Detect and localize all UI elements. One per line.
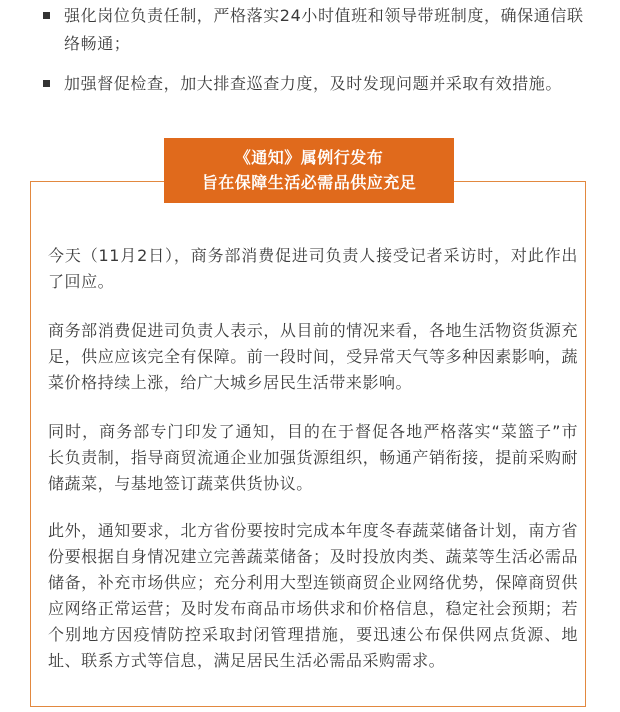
section-title-line2: 旨在保障生活必需品供应充足 <box>201 173 417 192</box>
section-title-box <box>164 138 454 203</box>
bullet-text: 强化岗位负责任制，严格落实24小时值班和领导带班制度，确保通信联络畅通； <box>64 6 584 53</box>
section-title-line1: 《通知》属例行发布 <box>234 148 384 167</box>
square-bullet-icon <box>43 80 50 87</box>
paragraph: 同时，商务部专门印发了通知，目的在于督促各地严格落实“菜篮子”市长负责制，指导商贸流通企业加强货源组织，畅通产销衔接，提前采购耐储蔬菜，与基地签订蔬菜供货协议。 <box>48 422 578 493</box>
paragraph: 商务部消费促进司负责人表示，从目前的情况来看，各地生活物资货源充足，供应应该完全有保障。前一段时间，受异常天气等多种因素影响，蔬菜价格持续上涨，给广大城乡居民生活带来影响。 <box>48 321 578 392</box>
bullet-item <box>40 2 600 58</box>
paragraph: 此外，通知要求，北方省份要按时完成本年度冬春蔬菜储备计划，南方省份要根据自身情况建立完善蔬菜储备；及时投放肉类、蔬菜等生活必需品储备，补充市场供应；充分利用大型连锁商贸企业网络优势，保障商贸供应网络正常运营；及时发布商品市场供求和价格信息，稳定社会预期；若个别地方因疫情防控采取封闭管理措施，要迅速公布保供网点货源、地址、联系方式等信息，满足居民生活必需品采购需求。 <box>48 521 578 670</box>
square-bullet-icon <box>43 12 50 19</box>
bullet-text: 加强督促检查，加大排查巡查力度，及时发现问题并采取有效措施。 <box>64 74 563 93</box>
paragraph: 今天（11月2日），商务部消费促进司负责人接受记者采访时，对此作出了回应。 <box>48 246 578 291</box>
bullet-item <box>40 70 600 98</box>
